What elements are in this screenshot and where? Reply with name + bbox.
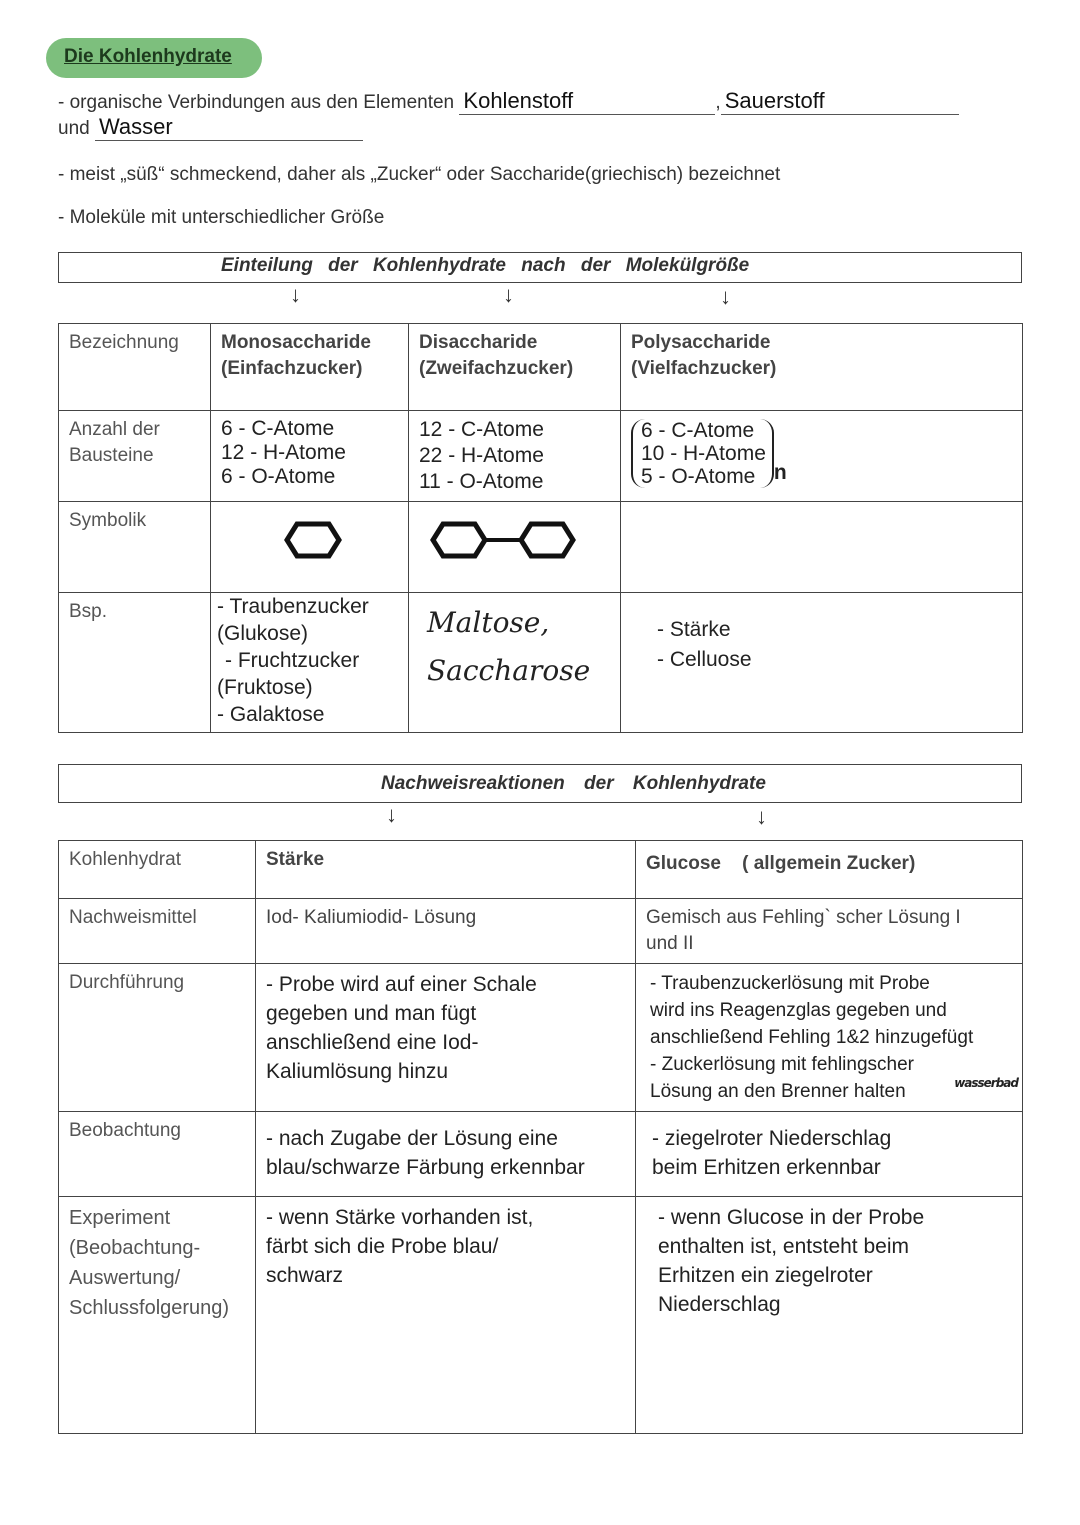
text-line: 22 - H-Atome [419, 444, 544, 467]
text-line: 10 - H-Atome [641, 442, 766, 465]
text-line: Gemisch aus Fehling` scher Lösung I [646, 907, 961, 928]
blank-kohlenstoff: Kohlenstoff [459, 88, 715, 115]
text-line: Kaliumlösung hinzu [266, 1060, 449, 1083]
arrow-down-icon: ↓ [290, 282, 301, 307]
text-line: Niederschlag [658, 1293, 781, 1316]
row-label [59, 411, 211, 502]
table-row [59, 1112, 1023, 1197]
text-line: - nach Zugabe der Lösung eine [266, 1127, 558, 1150]
hexagon-icon [221, 508, 399, 578]
double-hexagon-icon [419, 508, 611, 578]
page-title: Die Kohlenhydrate [64, 46, 232, 67]
text-line: enthalten ist, entsteht beim [658, 1235, 909, 1258]
intro-text: und [58, 118, 90, 139]
row-label [59, 1197, 256, 1434]
cell-glucose [636, 899, 1023, 964]
cell-staerke: Stärke [256, 841, 636, 899]
arrow-down-icon: ↓ [756, 804, 767, 829]
cell-staerke [256, 1197, 636, 1434]
text-line: - Traubenzucker [217, 595, 369, 618]
text-line: - wenn Stärke vorhanden ist, [266, 1206, 534, 1229]
text-line: (Vielfachzucker) [631, 358, 777, 379]
text-line: Schlussfolgerung) [69, 1297, 230, 1319]
text-line: 11 - O-Atome [419, 470, 544, 493]
table-row [59, 964, 1023, 1112]
arrow-down-icon: ↓ [386, 802, 397, 827]
text-line: - Zuckerlösung mit fehlingscher [650, 1054, 914, 1075]
table-row [59, 841, 1023, 899]
text-line: wird ins Reagenzglas gegeben und [650, 1000, 947, 1021]
text-line: Glucose [646, 853, 721, 874]
text-line: 12 - H-Atome [221, 441, 346, 464]
intro-line-1: - organische Verbindungen aus den Elementen Kohlenstoff , Sauerstoff [58, 88, 1028, 115]
text-line: (Beobachtung- [69, 1237, 201, 1259]
text-line: Experiment [69, 1207, 171, 1229]
table-row [59, 593, 1023, 733]
row-label: Bezeichnung [59, 324, 211, 411]
text-line: färbt sich die Probe blau/ [266, 1235, 499, 1258]
text-line: - ziegelroter Niederschlag [652, 1127, 892, 1150]
text-line: ( allgemein Zucker) [742, 853, 916, 874]
cell-poly [621, 593, 1023, 733]
text-line: Monosaccharide [221, 332, 371, 353]
intro-line-2 [58, 114, 363, 141]
classification-table [58, 323, 1023, 733]
table-row [59, 411, 1023, 502]
text-line: Anzahl der [69, 419, 160, 440]
text-line: 6 - O-Atome [221, 465, 336, 488]
intro-text: - organische Verbindungen aus den Elementen [58, 92, 455, 113]
row-label: Kohlenhydrat [59, 841, 256, 899]
text-line: (Glukose) [217, 622, 309, 645]
text-line: und II [646, 933, 694, 954]
text-line: - Celluose [657, 648, 752, 671]
cell-di [409, 593, 621, 733]
text-line: - Galaktose [217, 703, 325, 726]
row-label: Beobachtung [59, 1112, 256, 1197]
cell-poly [621, 324, 1023, 411]
text-line: Polysaccharide [631, 332, 771, 353]
text-line: Lösung an den Brenner halten [650, 1081, 906, 1102]
text-line: Erhitzen ein ziegelroter [658, 1264, 873, 1287]
title-badge [46, 38, 262, 78]
subscript-n: n [773, 461, 787, 484]
table-row [59, 1197, 1023, 1434]
text-line: blau/schwarze Färbung erkennbar [266, 1156, 585, 1179]
cell-mono [211, 411, 409, 502]
text-line: Auswertung/ [69, 1267, 181, 1289]
cell-glucose [636, 964, 1023, 1112]
cell-mono [211, 324, 409, 411]
cell-glucose [636, 1112, 1023, 1197]
row-label: Nachweismittel [59, 899, 256, 964]
text-line: 12 - C-Atome [419, 418, 544, 441]
cell-mono [211, 593, 409, 733]
text-line: (Einfachzucker) [221, 358, 363, 379]
arrow-down-icon: ↓ [720, 284, 731, 309]
cell-di [409, 411, 621, 502]
cell-glucose [636, 841, 1023, 899]
intro-line-3: - meist „süß“ schmeckend, daher als „Zucker“ oder Saccharide(griechisch) bezeichnet [58, 164, 781, 185]
text-line: 5 - O-Atome [641, 465, 756, 488]
cell-staerke: Iod- Kaliumiodid- Lösung [256, 899, 636, 964]
text-line: anschließend Fehling 1&2 hinzugefügt [650, 1027, 974, 1048]
intro-line-4: - Moleküle mit unterschiedlicher Größe [58, 207, 385, 228]
row-label: Bsp. [59, 593, 211, 733]
cell-glucose [636, 1197, 1023, 1434]
table2-heading: Nachweisreaktionen der Kohlenhydrate [381, 773, 766, 794]
blank-sauerstoff: Sauerstoff [721, 88, 959, 115]
text-line: (Fruktose) [217, 676, 313, 699]
cell-di [409, 324, 621, 411]
table2-heading-box [58, 764, 1022, 803]
text-line: Maltose, [427, 606, 550, 639]
handwritten-note: wasserbad [954, 1076, 1018, 1090]
text-line: anschließend eine Iod- [266, 1031, 479, 1054]
text-line: gegeben und man fügt [266, 1002, 477, 1025]
cell-poly [621, 411, 1023, 502]
table-row [59, 502, 1023, 593]
text-line: - Stärke [657, 618, 731, 641]
text-line: Disaccharide [419, 332, 538, 353]
text-line: - Traubenzuckerlösung mit Probe [650, 973, 930, 994]
detection-table [58, 840, 1023, 1434]
formula-parentheses [631, 419, 774, 488]
text-line: 6 - C-Atome [641, 419, 755, 442]
text-line: (Zweifachzucker) [419, 358, 574, 379]
table1-heading: Einteilung der Kohlenhydrate nach der Molekülgröße [221, 255, 750, 276]
text-line: 6 - C-Atome [221, 417, 335, 440]
cell-staerke [256, 1112, 636, 1197]
table-row [59, 324, 1023, 411]
row-label: Durchführung [59, 964, 256, 1112]
cell-staerke [256, 964, 636, 1112]
text-line: - wenn Glucose in der Probe [658, 1206, 925, 1229]
text-line: Saccharose [427, 654, 591, 687]
text-line: Bausteine [69, 445, 154, 466]
table-row [59, 899, 1023, 964]
text-line: beim Erhitzen erkennbar [652, 1156, 881, 1179]
table1-heading-box [58, 252, 1022, 283]
cell-di [409, 502, 621, 593]
text-line: schwarz [266, 1264, 344, 1287]
arrow-down-icon: ↓ [503, 282, 514, 307]
blank-wasser: Wasser [95, 114, 363, 141]
cell-mono [211, 502, 409, 593]
text-line: - Probe wird auf einer Schale [266, 973, 537, 996]
text-line: - Fruchtzucker [225, 649, 360, 672]
cell-poly [621, 502, 1023, 593]
row-label: Symbolik [59, 502, 211, 593]
